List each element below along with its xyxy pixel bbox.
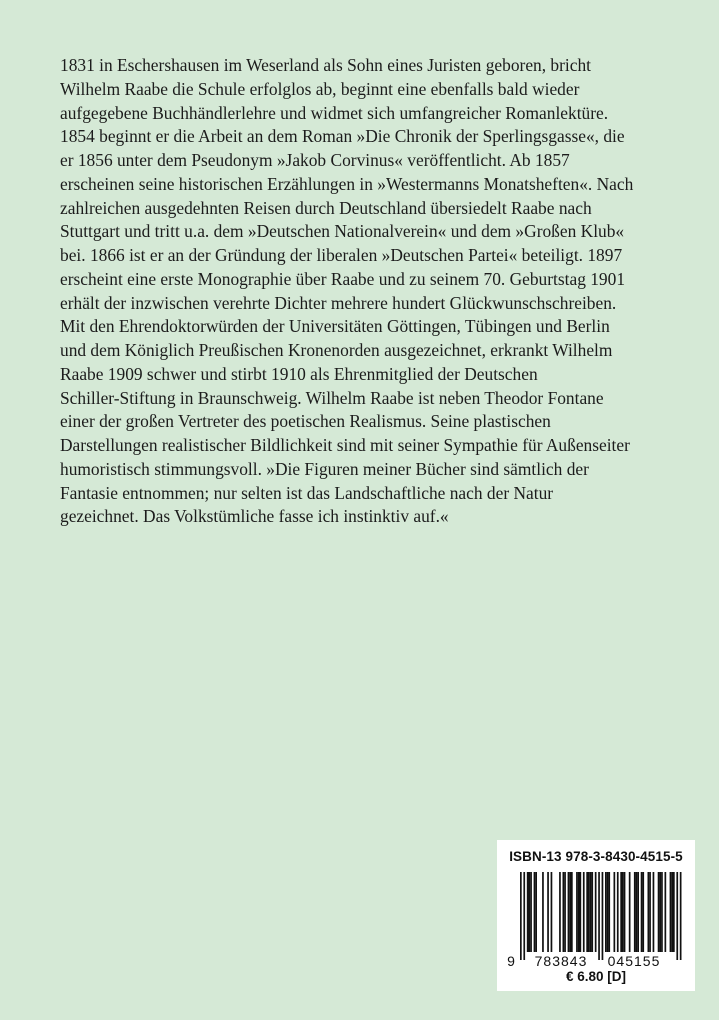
barcode-left-digits: 783843 — [534, 953, 588, 969]
barcode-bar — [578, 872, 580, 952]
barcode-bar — [583, 872, 585, 952]
barcode-bar — [534, 872, 536, 952]
barcode-bar — [637, 872, 639, 952]
barcode-bar — [653, 872, 655, 952]
barcode-bar — [607, 872, 609, 952]
barcode-bar — [673, 872, 675, 952]
barcode-bar — [547, 872, 549, 952]
barcode-bars — [520, 872, 682, 960]
barcode-bar — [564, 872, 566, 952]
barcode-bar — [535, 872, 537, 952]
barcode-guard-bar — [680, 872, 682, 960]
barcode-bar — [658, 872, 660, 952]
barcode-lead-digit: 9 — [507, 953, 515, 969]
barcode-bar — [620, 872, 622, 952]
barcode-guard-bar — [520, 872, 522, 960]
barcode-right-digits: 045155 — [607, 953, 661, 969]
barcode-bar — [591, 872, 593, 952]
barcode-guard-bar — [598, 872, 600, 960]
barcode-guard-bar — [676, 872, 678, 960]
barcode-bar — [614, 872, 616, 952]
barcode-bar — [576, 872, 578, 952]
barcode-bar — [617, 872, 619, 952]
barcode-bar — [622, 872, 624, 952]
barcode-bar — [624, 872, 626, 952]
barcode-bar — [586, 872, 588, 952]
barcode-bar — [665, 872, 667, 952]
barcode-bar — [641, 872, 643, 952]
isbn-box — [497, 840, 695, 991]
barcode-guard-bar — [523, 872, 525, 960]
barcode-bar — [530, 872, 532, 952]
barcode-bar — [590, 872, 592, 952]
barcode-bar — [605, 872, 607, 952]
barcode-bar — [642, 872, 644, 952]
barcode-guard-bar — [602, 872, 604, 960]
barcode-bar — [563, 872, 565, 952]
barcode-bar — [529, 872, 531, 952]
barcode-bar — [595, 872, 597, 952]
isbn-label: ISBN-13 978-3-8430-4515-5 — [509, 849, 683, 864]
barcode-bar — [659, 872, 661, 952]
barcode-bar — [608, 872, 610, 952]
barcode-bar — [569, 872, 571, 952]
barcode-bar — [648, 872, 650, 952]
barcode-bar — [559, 872, 561, 952]
ean13-barcode — [507, 870, 683, 970]
barcode-bar — [542, 872, 544, 952]
barcode-bar — [634, 872, 636, 952]
barcode-bar — [588, 872, 590, 952]
barcode-bar — [571, 872, 573, 952]
barcode-bar — [649, 872, 651, 952]
barcode-bar — [551, 872, 553, 952]
barcode-bar — [580, 872, 582, 952]
barcode-bar — [568, 872, 570, 952]
barcode-bar — [671, 872, 673, 952]
barcode-bar — [527, 872, 529, 952]
back-cover-blurb: 1831 in Eschershausen im Weserland als Sohn eines Juristen geboren, bricht Wilhelm Raabe die Schule erfolglos ab, beginnt eine ebenfalls bald wieder aufgegebene Buchhändlerlehre und widmet sich umfangreicher Romanlektüre. 1854 beginnt er die Arbeit an dem Roman »Die Chronik der Sperlingsgasse«, die er 1856 unter dem Pseudonym »Jakob Corvinus« veröffentlicht. Ab 1857 erscheinen seine historischen Erzählungen in »Westermanns Monatsheften«. Nach zahlreichen ausgedehnten Reisen durch Deutschland übersiedelt Raabe nach Stuttgart und tritt u.a. dem »Deutschen Nationalverein« und dem »Großen Klub« bei. 1866 ist er an der Gründung der liberalen »Deutschen Partei« beteiligt. 1897 erscheint eine erste Monographie über Raabe und zu seinem 70. Geburtstag 1901 erhält der inzwischen verehrte Dichter mehrere hundert Glückwunschschreiben. Mit den Ehrendoktorwürden der Universitäten Göttingen, Tübingen und Berlin und dem Königlich Preußischen Kronenorden ausgezeichnet, erkrankt Wilhelm Raabe 1909 schwer und stirbt 1910 als Ehrenmitglied der Deutschen Schiller-Stiftung in Braunschweig. Wilhelm Raabe ist neben Theodor Fontane einer der großen Vertreter des poetischen Realismus. Seine plastischen Darstellungen realistischer Bildlichkeit sind mit seiner Sympathie für Außenseiter humoristisch stimmungsvoll. »Die Figuren meiner Bücher sind sämtlich der Fantasie entnommen; nur selten ist das Landschaftliche nach der Natur gezeichnet. Das Volkstümliche fasse ich instinktiv auf.« — [60, 55, 634, 527]
price-label: € 6.80 [D] — [565, 969, 627, 984]
barcode-bar — [670, 872, 672, 952]
barcode-bar — [661, 872, 663, 952]
barcode-bar — [629, 872, 631, 952]
barcode-bar — [636, 872, 638, 952]
